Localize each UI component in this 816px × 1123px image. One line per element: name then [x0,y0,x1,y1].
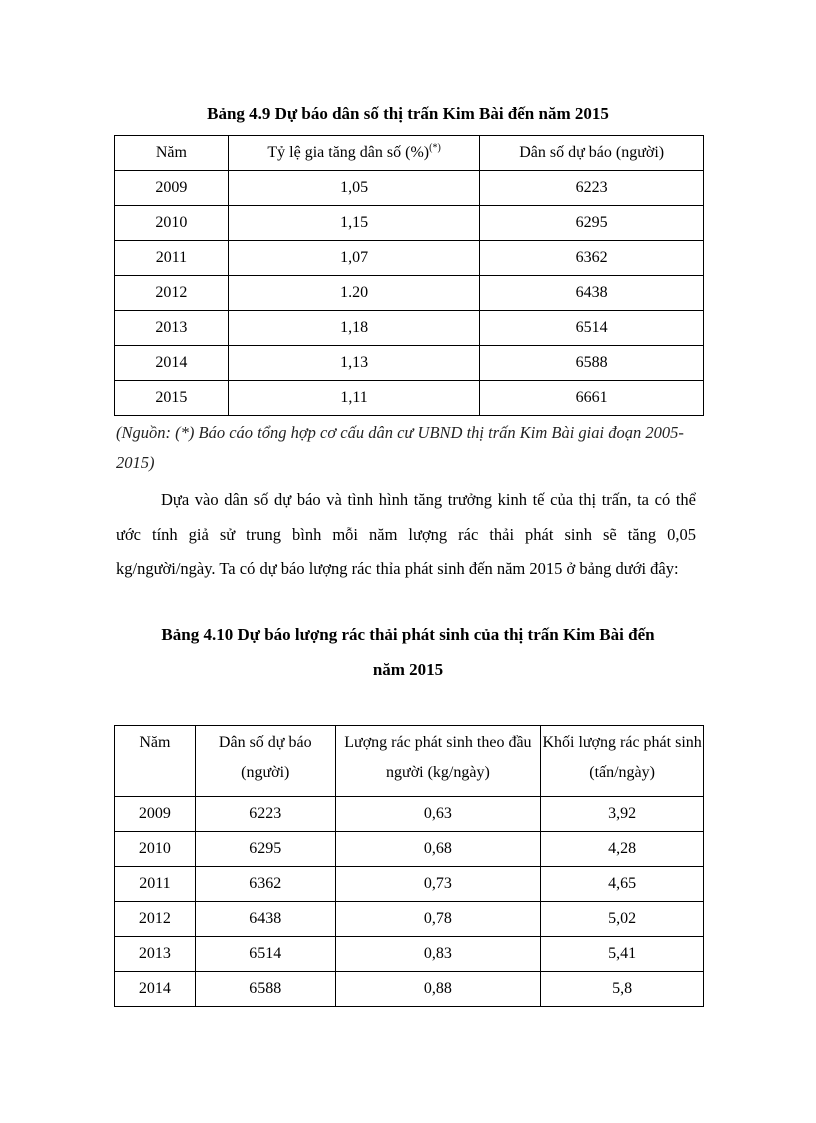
cell-year: 2009 [115,797,196,832]
table-row [115,832,704,867]
cell-total-waste: 3,92 [541,797,704,832]
cell-year: 2012 [115,276,229,311]
header-growth-rate [228,136,480,171]
cell-waste-per-capita: 0,73 [335,867,541,902]
cell-year: 2010 [115,832,196,867]
cell-population: 6588 [480,346,704,381]
table-row [115,346,704,381]
cell-waste-per-capita: 0,78 [335,902,541,937]
cell-year: 2009 [115,171,229,206]
cell-year: 2013 [115,311,229,346]
header-growth-rate-label: Tỷ lệ gia tăng dân số (%) [267,144,430,161]
source-note: (Nguồn: (*) Báo cáo tổng hợp cơ cấu dân cư UBND thị trấn Kim Bài giai đoạn 2005-2015) [116,423,684,472]
table-row [115,381,704,416]
table-row [115,867,704,902]
cell-population: 6661 [480,381,704,416]
cell-population: 6362 [480,241,704,276]
body-paragraph [116,483,696,587]
table2-caption-line2: năm 2015 [372,660,444,679]
cell-population: 6295 [480,206,704,241]
cell-growth-rate: 1,15 [228,206,480,241]
cell-year: 2015 [115,381,229,416]
cell-waste-per-capita: 0,63 [335,797,541,832]
cell-population: 6438 [195,902,335,937]
table-row [115,241,704,276]
cell-year: 2012 [115,902,196,937]
table-row [115,206,704,241]
table-row [115,902,704,937]
cell-growth-rate: 1,13 [228,346,480,381]
table-row [115,171,704,206]
cell-year: 2013 [115,937,196,972]
cell-waste-per-capita: 0,68 [335,832,541,867]
cell-growth-rate: 1,05 [228,171,480,206]
cell-population: 6362 [195,867,335,902]
cell-waste-per-capita: 0,88 [335,972,541,1007]
table2-caption-line1: Bảng 4.10 Dự báo lượng rác thải phát sinh của thị trấn Kim Bài đến [161,625,655,644]
cell-waste-per-capita: 0,83 [335,937,541,972]
cell-year: 2014 [115,346,229,381]
paragraph-text: Dựa vào dân số dự báo và tình hình tăng trưởng kinh tế của thị trấn, ta có thể ước tính giả sử trung bình mỗi năm lượng rác thải phát sinh sẽ tăng 0,05 kg/người/ngày. Ta có dự báo lượng rác thỉa phát sinh đến năm 2015 ở bảng dưới đây: [116,490,696,578]
cell-year: 2011 [115,867,196,902]
cell-growth-rate: 1,07 [228,241,480,276]
cell-year: 2010 [115,206,229,241]
header-forecast-population: Dân số dự báo (người) [480,136,704,171]
cell-total-waste: 5,8 [541,972,704,1007]
waste-forecast-table [114,725,704,1007]
table-row [115,937,704,972]
cell-total-waste: 5,41 [541,937,704,972]
header-year: Năm [115,726,196,797]
table-row [115,311,704,346]
cell-population: 6514 [480,311,704,346]
cell-population: 6514 [195,937,335,972]
cell-growth-rate: 1,11 [228,381,480,416]
table-header-row [115,726,704,797]
cell-total-waste: 4,28 [541,832,704,867]
cell-year: 2011 [115,241,229,276]
header-total-waste: Khối lượng rác phát sinh (tấn/ngày) [541,726,704,797]
cell-population: 6295 [195,832,335,867]
header-year: Năm [115,136,229,171]
header-waste-per-capita: Lượng rác phát sinh theo đầu người (kg/ngày) [335,726,541,797]
table-header-row [115,136,704,171]
cell-population: 6588 [195,972,335,1007]
cell-growth-rate: 1.20 [228,276,480,311]
population-forecast-table [114,135,704,416]
cell-population: 6223 [480,171,704,206]
cell-year: 2014 [115,972,196,1007]
cell-population: 6438 [480,276,704,311]
table-row [115,797,704,832]
cell-total-waste: 5,02 [541,902,704,937]
table-row [115,972,704,1007]
cell-growth-rate: 1,18 [228,311,480,346]
cell-population: 6223 [195,797,335,832]
footnote-marker: (*) [429,142,441,154]
header-forecast-population: Dân số dự báo (người) [195,726,335,797]
cell-total-waste: 4,65 [541,867,704,902]
table1-caption: Bảng 4.9 Dự báo dân số thị trấn Kim Bài đến năm 2015 [207,104,609,123]
table-row [115,276,704,311]
